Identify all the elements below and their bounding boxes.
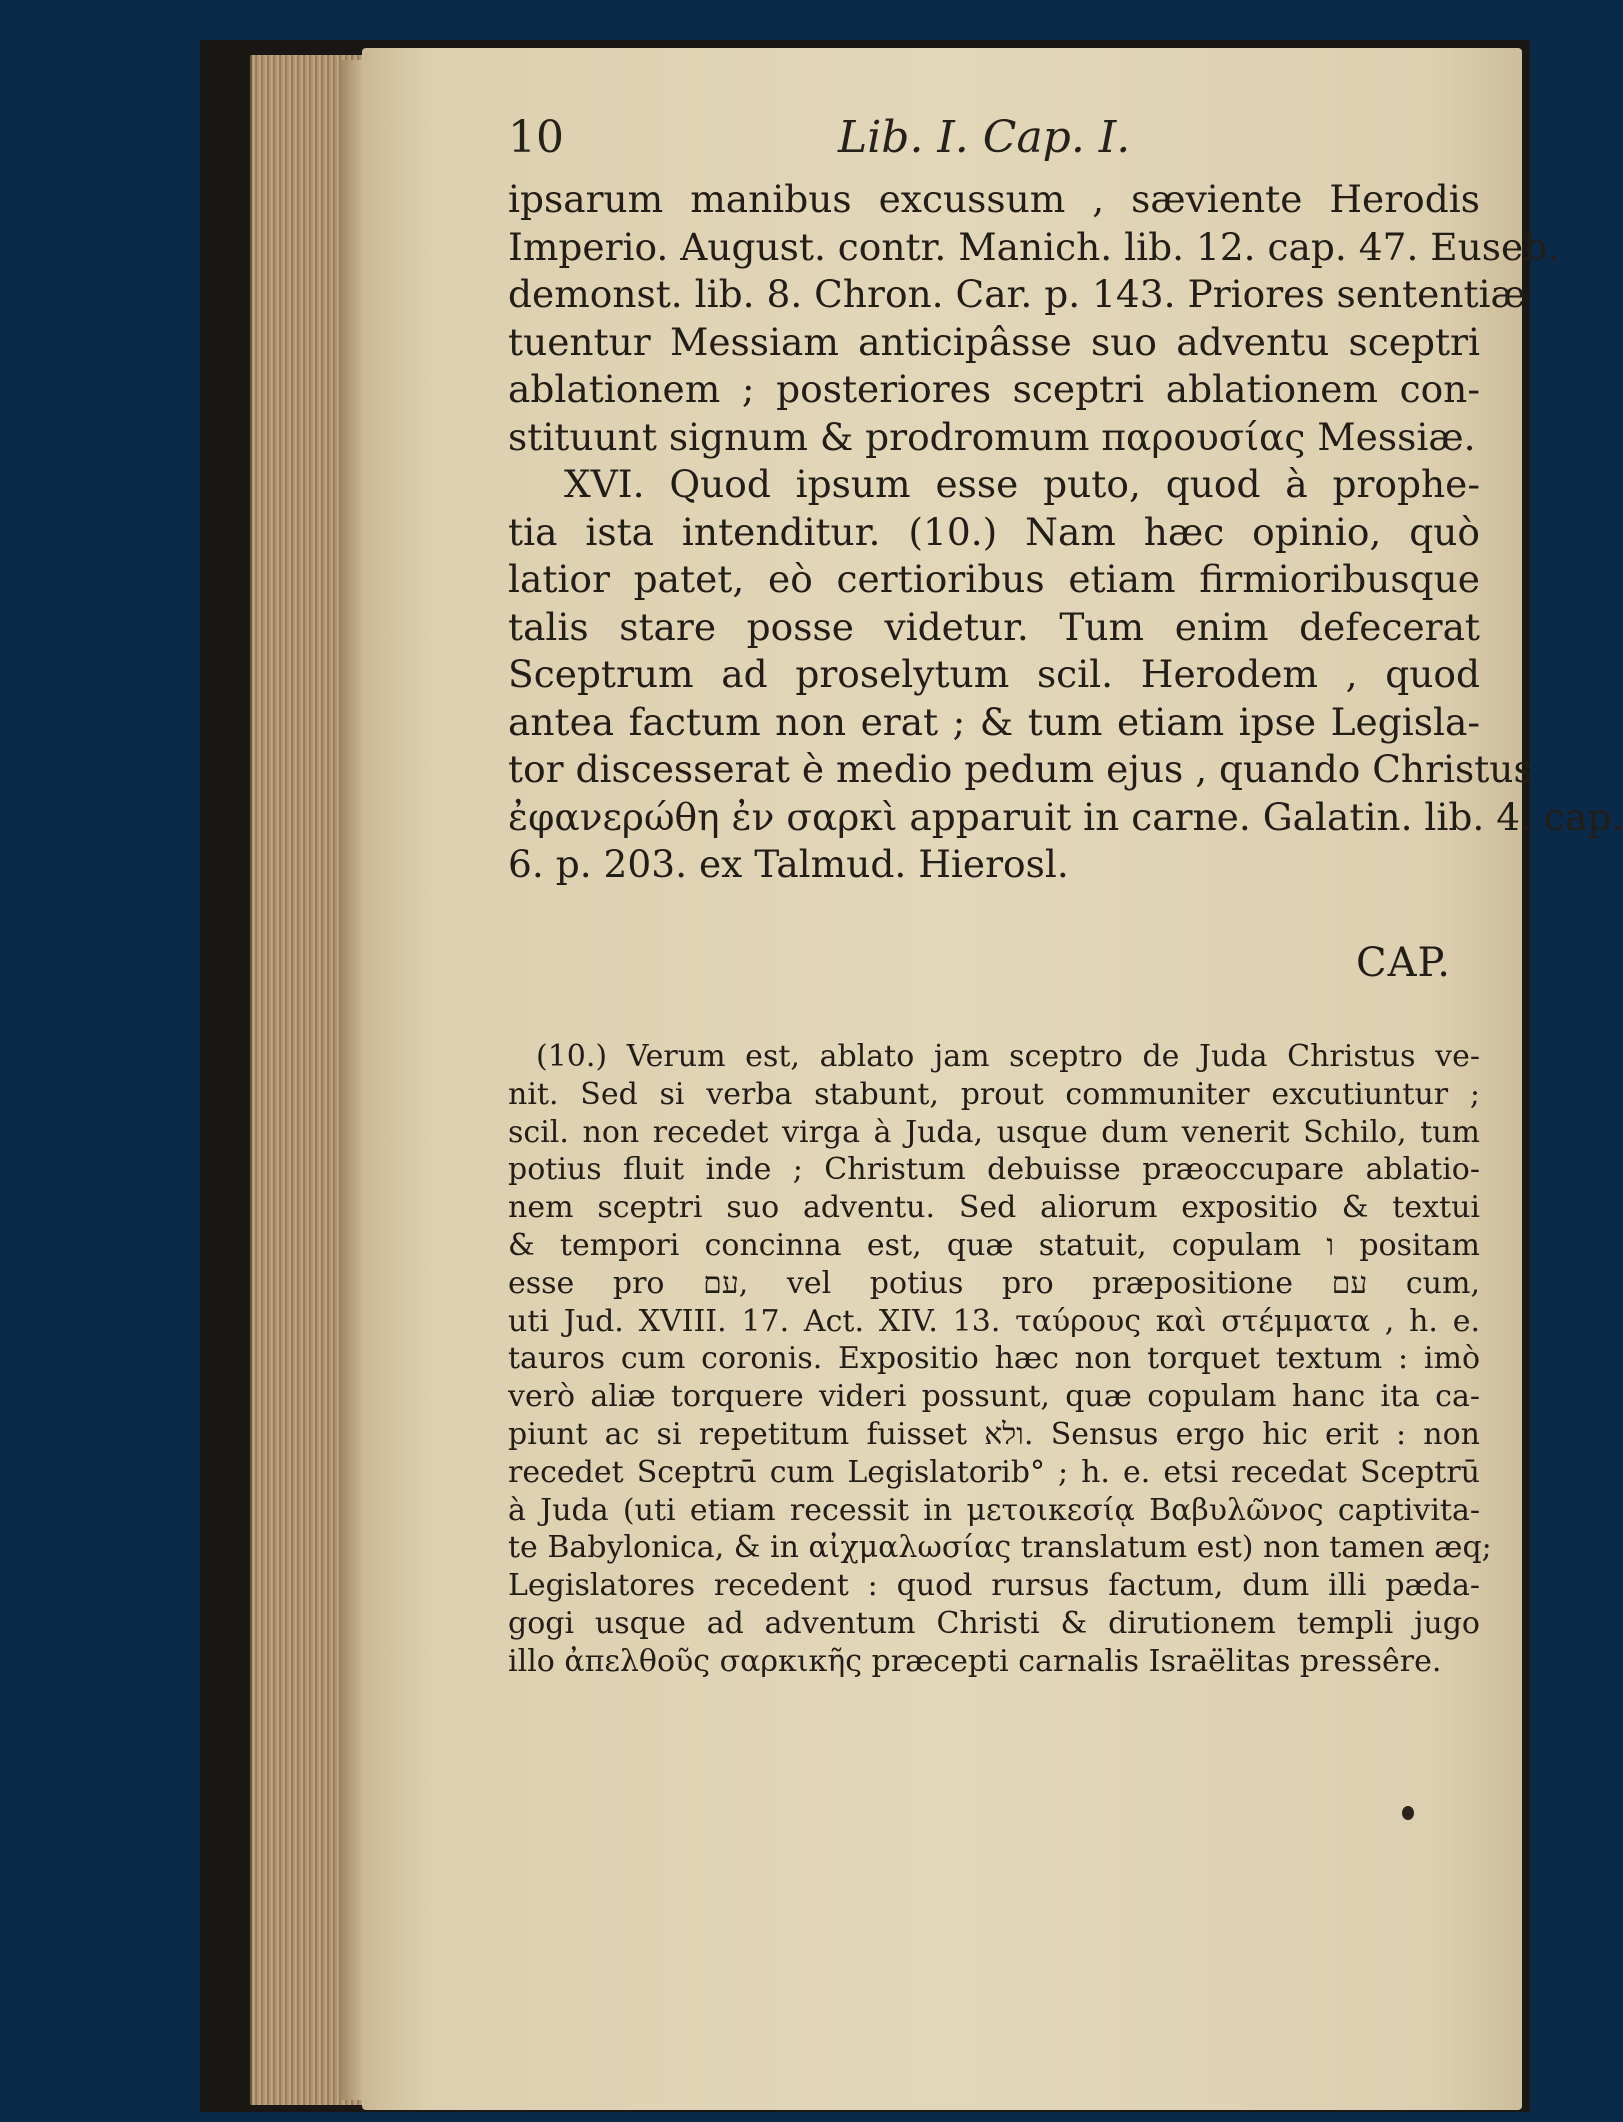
footnote-line: uti Jud. XVIII. 17. Act. XIV. 13. ταύρους καὶ στέμματα , h. e. [508, 1303, 1480, 1339]
footnote-line: te Babylonica, & in αἰχμαλωσίας translatum est) non tamen æq; [508, 1530, 1492, 1566]
page-header [508, 112, 1478, 164]
main-text-line: tor discesserat è medio pedum ejus , quando Christus [508, 747, 1533, 791]
main-text-line: tuentur Messiam anticipâsse suo adventu sceptri [508, 319, 1480, 364]
main-text-line: talis stare posse videtur. Tum enim defecerat [508, 604, 1480, 649]
main-text-line: demonst. lib. 8. Chron. Car. p. 143. Priores sententiæ [508, 272, 1526, 316]
footnote-line: verò aliæ torquere videri possunt, quæ copulam hanc ita ca- [508, 1379, 1480, 1415]
footnote-line: (10.) Verum est, ablato jam sceptro de Juda Christus ve- [536, 1039, 1480, 1074]
footnote-line: à Juda (uti etiam recessit in μετοικεσίᾳ Βαβυλῶνος captivita- [508, 1492, 1480, 1528]
footnote-line: scil. non recedet virga à Juda, usque dum venerit Schilo, tum [508, 1114, 1480, 1150]
main-text-line: stituunt signum & prodromum παρουσίας Messiæ. [508, 414, 1476, 459]
footnote-line: illo ἀπελθοῦς σαρκικῆς præcepti carnalis Israëlitas pressêre. [508, 1643, 1442, 1679]
main-text-line: ipsarum manibus excussum , sæviente Herodis [508, 177, 1480, 221]
footnote-line: nit. Sed si verba stabunt, prout communiter excutiuntur ; [508, 1076, 1480, 1112]
footnote-line: tauros cum coronis. Expositio hæc non torquet textum : imò [508, 1341, 1480, 1377]
main-text-line: 6. p. 203. ex Talmud. Hierosl. [508, 842, 1069, 886]
footnote-line: gogi usque ad adventum Christi & dirutionem templi jugo [508, 1605, 1480, 1641]
ink-blot [1402, 1806, 1414, 1820]
footnote-line: & tempori concinna est, quæ statuit, copulam ו positam [508, 1227, 1480, 1263]
footnote-line: piunt ac si repetitum fuisset ולא. Sensus ergo hic erit : non [508, 1416, 1480, 1452]
page-number: 10 [508, 112, 564, 163]
main-text-line: Sceptrum ad proselytum scil. Herodem , quod [508, 652, 1480, 696]
main-text-line: XVI. Quod ipsum esse puto, quod à prophe- [564, 462, 1480, 506]
catchword: CAP. [1356, 940, 1452, 986]
main-text-line: Imperio. August. contr. Manich. lib. 12. cap. 47. Euseb. [508, 224, 1560, 269]
footnote-line: esse pro עם, vel potius pro præpositione עם cum, [508, 1265, 1480, 1301]
main-text-line: latior patet, eò certioribus etiam firmioribusque [508, 557, 1480, 601]
main-text-line: ablationem ; posteriores sceptri ablationem con- [508, 367, 1480, 411]
main-text [508, 176, 1623, 889]
footnote-line: nem sceptri suo adventu. Sed aliorum expositio & textui [508, 1190, 1480, 1226]
main-text-line: tia ista intenditur. (10.) Nam hæc opinio, quò [508, 509, 1480, 554]
footnote-line: potius fluit inde ; Christum debuisse præoccupare ablatio- [508, 1152, 1480, 1188]
footnote-line: recedet Sceptrū cum Legislatorib° ; h. e. etsi recedat Sceptrū [508, 1454, 1480, 1490]
main-text-line: antea factum non erat ; & tum etiam ipse Legisla- [508, 699, 1480, 744]
footnote-text [508, 1038, 1492, 1681]
main-text-line: ἐφανερώθη ἐν σαρκὶ apparuit in carne. Galatin. lib. 4. cap. [508, 794, 1623, 839]
footnote-line: Legislatores recedent : quod rursus factum, dum illi pæda- [508, 1568, 1480, 1604]
running-head: Lib. I. Cap. I. [838, 112, 1131, 163]
